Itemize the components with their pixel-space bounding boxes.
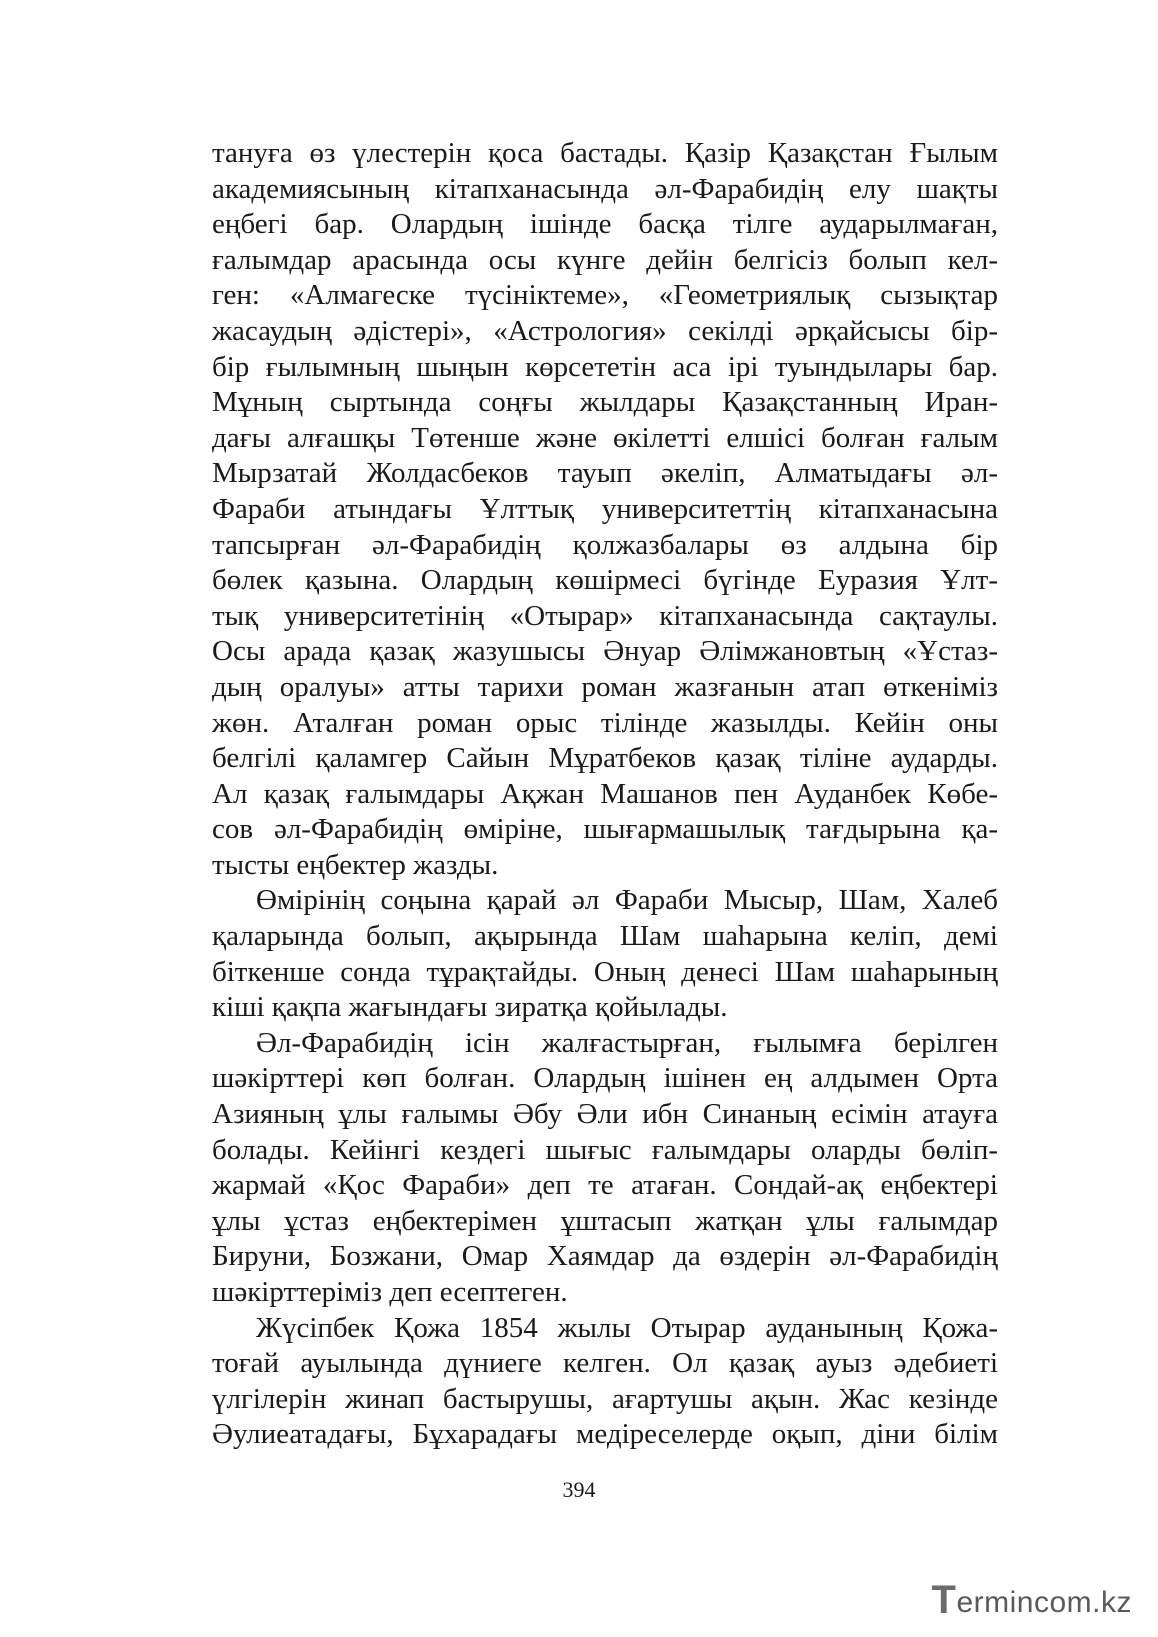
text-line: болады. Кейінгі кездегі шығыс ғалымдары оларды бөліп- — [212, 1133, 998, 1166]
watermark-text: ermincom.kz — [956, 1586, 1132, 1619]
text-line: тық университетінің «Отырар» кітапханасында сақтаулы. — [212, 599, 998, 632]
text-line: ұлы ұстаз еңбектерімен ұштасып жатқан ұлы ғалымдар — [212, 1204, 998, 1237]
text-line: ген: «Алмагеске түсініктеме», «Геометриялық сызықтар — [212, 279, 998, 312]
text-line: тануға өз үлестерін қоса бастады. Қазір Қазақстан Ғылым — [212, 137, 998, 169]
page-number: 394 — [562, 1477, 596, 1502]
text-line: тапсырған әл-Фарабидің қолжазбалары өз алдына бір — [212, 528, 998, 561]
text-line: ғалымдар арасында осы күнге дейін белгісіз болып кел- — [212, 243, 998, 276]
body-text — [212, 136, 998, 1453]
site-watermark — [932, 1578, 1132, 1620]
text-line: Азияның ұлы ғалымы Әбу Әли ибн Синаның есімін атауға — [212, 1098, 998, 1131]
text-line: біткенше сонда тұрақтайды. Оның денесі Шам шаһарының — [212, 955, 998, 988]
text-line: бір ғылымның шыңын көрсететін аса ірі туындылары бар. — [212, 350, 998, 383]
text-line: Осы арада қазақ жазушысы Әнуар Әлімжановтың «Ұстаз- — [212, 635, 998, 668]
text-line: Өмірінің соңына қарай әл Фараби Мысыр, Шам, Халеб — [256, 884, 998, 917]
text-line: жөн. Аталған роман орыс тілінде жазылды. Кейін оны — [212, 706, 998, 739]
text-line: Әл-Фарабидің ісін жалғастырған, ғылымға берілген — [256, 1026, 998, 1059]
text-line: жармай «Қос Фараби» деп те атаған. Сондай-ақ еңбектері — [212, 1169, 998, 1202]
text-line: шәкірттері көп болған. Олардың ішінен ең алдымен Орта — [212, 1062, 998, 1095]
text-line: Фараби атындағы Ұлттық университеттің кітапханасына — [212, 492, 998, 525]
text-line: кіші қақпа жағындағы зиратқа қойылады. — [212, 991, 728, 1024]
text-line: жасаудың әдістері», «Астрология» секілді әрқайсысы бір- — [212, 314, 998, 347]
paragraph — [212, 883, 998, 1025]
text-line: қаларында болып, ақырында Шам шаһарына келіп, демі — [212, 920, 998, 953]
text-line: дың оралуы» атты тарихи роман жазғанын атап өткеніміз — [212, 670, 998, 703]
text-line: Бируни, Бозжани, Омар Хаямдар да өздерін әл-Фарабидің — [212, 1240, 998, 1273]
text-line: Ал қазақ ғалымдары Ақжан Машанов пен Ауданбек Көбе- — [212, 777, 998, 810]
text-line: бөлек қазына. Олардың көшірмесі бүгінде Еуразия Ұлт- — [212, 564, 998, 597]
text-line: еңбегі бар. Олардың ішінде басқа тілге аударылмаған, — [212, 208, 998, 241]
text-line: Мұның сыртында соңғы жылдары Қазақстанның Иран- — [212, 386, 998, 419]
text-line: тоғай ауылында дүниеге келген. Ол қазақ ауыз әдебиеті — [212, 1347, 998, 1380]
text-line: Әулиеатадағы, Бұхарадағы медіреселерде оқып, діни білім — [212, 1418, 998, 1451]
watermark-logo-letter: T — [931, 1578, 957, 1622]
text-line: академиясының кітапханасында әл-Фарабидің елу шақты — [212, 172, 998, 205]
paragraph — [212, 1026, 998, 1311]
paragraph — [212, 1311, 998, 1453]
text-line: тысты еңбектер жазды. — [212, 848, 499, 881]
text-line: сов әл-Фарабидің өміріне, шығармашылық тағдырына қа- — [212, 813, 998, 846]
text-line: дағы алғашқы Төтенше және өкілетті елшісі болған ғалым — [212, 421, 998, 454]
text-line: Жүсіпбек Қожа 1854 жылы Отырар ауданының Қожа- — [256, 1311, 998, 1344]
text-line: Мырзатай Жолдасбеков тауып әкеліп, Алматыдағы әл- — [212, 457, 998, 490]
text-line: үлгілерін жинап бастырушы, ағартушы ақын. Жас кезінде — [212, 1382, 998, 1415]
text-line: белгілі қаламгер Сайын Мұратбеков қазақ тіліне аударды. — [212, 742, 998, 775]
paragraph — [212, 136, 998, 883]
text-line: шәкірттеріміз деп есептеген. — [212, 1276, 568, 1308]
